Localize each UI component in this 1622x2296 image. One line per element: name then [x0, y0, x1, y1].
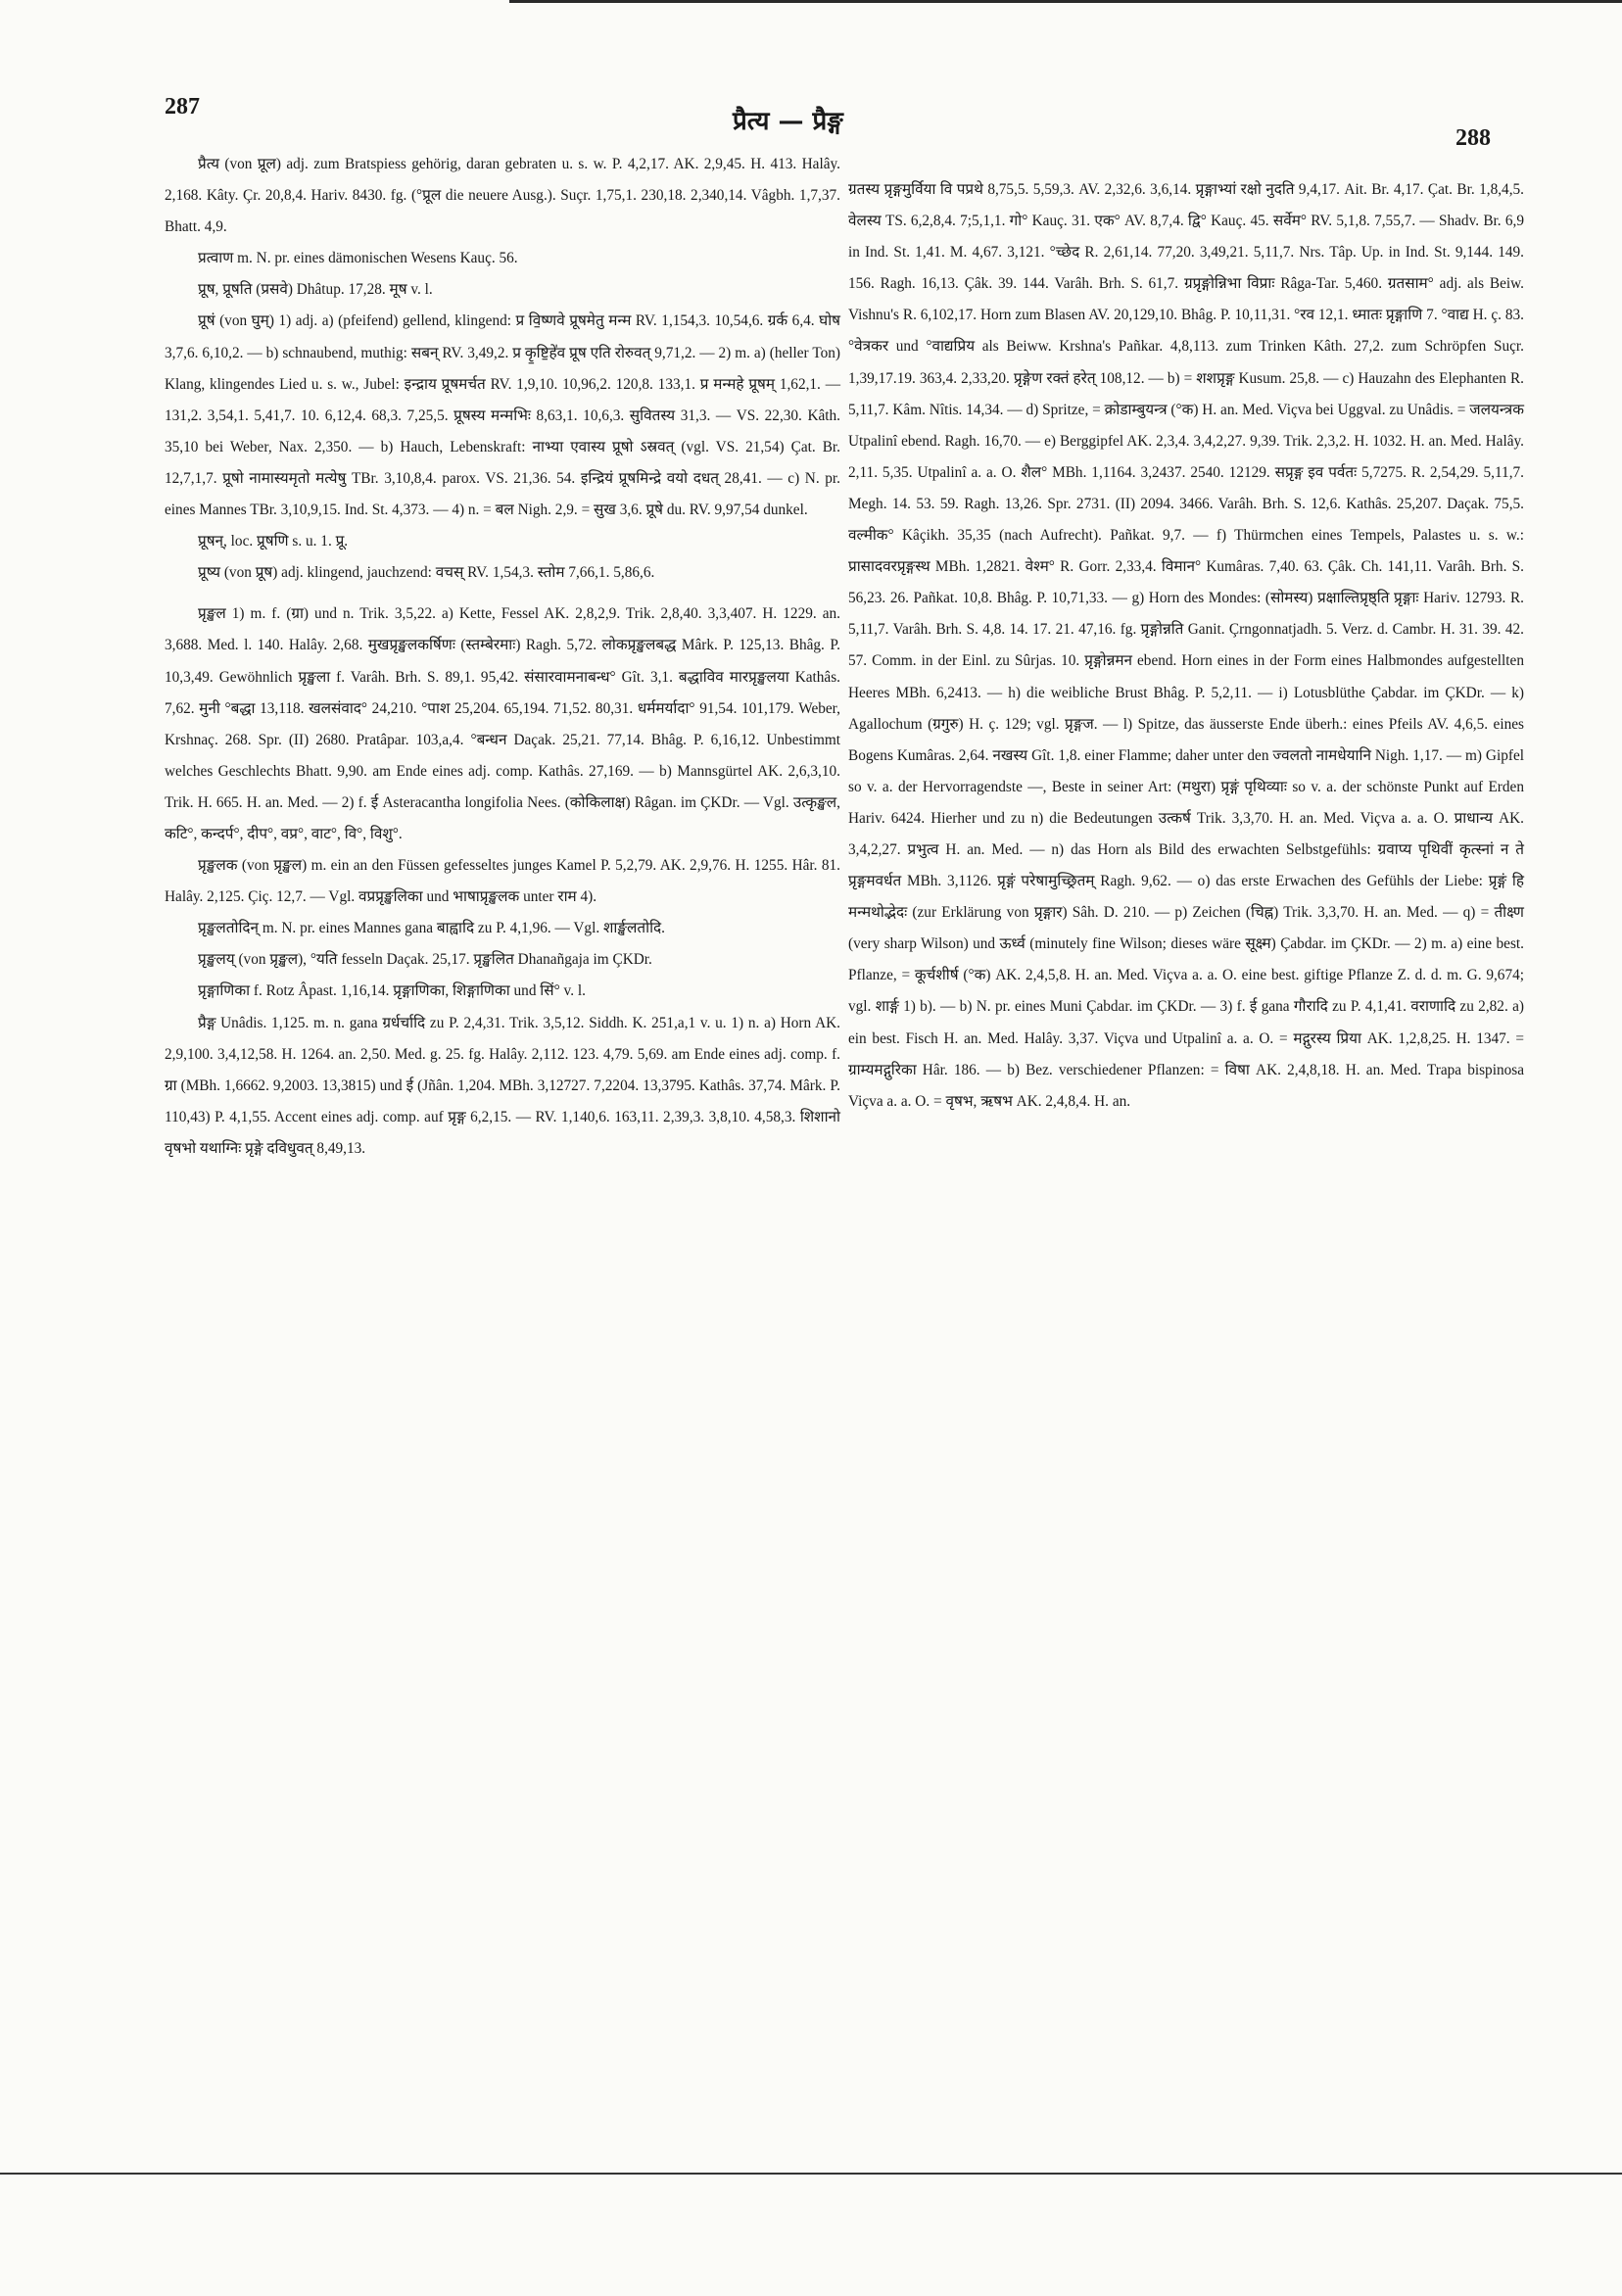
entry-praitya: प्रैत्य (von प्रूल) adj. zum Bratspiess gehörig, daran gebraten u. s. w. P. 4,2,17. AK. 2,9,45. H. 413. Halây. 2,168. Kâty. Çr. 20,8,4. Hariv. 8430. fg. (°प्रूल die neuere Ausg.). Suçr. 1,75,1. 230,18. 2,340,14. Vâgbh. 1,7,37. Bhatt. 4,9.	[165, 156, 840, 236]
top-rule	[509, 0, 1622, 3]
entry-pratvana: प्रत्वाण m. N. pr. eines dämonischen Wesens Kauç. 56.	[198, 250, 518, 267]
running-headword: प्रैत्य — प्रैङ्ग	[733, 107, 843, 136]
left-column	[165, 149, 840, 1165]
entry-shrinkhalaka: प्रृङ्खलक (von प्रृङ्खल) m. ein an den Füssen gefesseltes junges Kamel P. 5,2,79. AK. 2,9,76. H. 1255. Hâr. 81. Halây. 2,125. Çiç. 12,7. — Vgl. वप्रप्रृङ्खलिका und भाषाप्रृङ्खलक unter राम 4).	[165, 857, 840, 906]
entry-shrinkhalatodin: प्रृङ्खलतोदिन् m. N. pr. eines Mannes gana बाह्वादि zu P. 4,1,96. — Vgl. शार्ङ्खलतोदि.	[198, 920, 665, 937]
entry-shrinkhala: प्रृङ्खल 1) m. f. (ग्रा) und n. Trik. 3,5,22. a) Kette, Fessel AK. 2,8,2,9. Trik. 2,8,40. 3,3,407. H. 1229. an. 3,688. Med. l. 140. Halây. 2,68. मुखप्रृङ्खलकर्षिणः (स्तम्बेरमाः) Ragh. 5,72. लोकप्रृङ्खलबद्ध Mârk. P. 125,13. Bhâg. P. 10,3,49. Gewöhnlich प्रृङ्खला f. Varâh. Brh. S. 89,1. 95,42. संसारवामनाबन्ध° Gît. 3,1. बद्धाविव मारप्रृङ्खलया Kathâs. 7,62. मुनी °बद्धा 13,118. खलसंवाद° 24,210. °पाश 25,204. 65,194. 71,52. 80,31. धर्ममर्यादा° 91,54. 101,179. Weber, Krshnaç. 268. Spr. (II) 2680. Pratâpar. 103,a,4. °बन्धन Daçak. 25,21. 77,14. Bhâg. P. 6,16,12. Unbestimmt welches Geschlechts Bhatt. 9,90. am Ende eines adj. comp. Kathâs. 27,169. — b) Mannsgürtel AK. 2,6,3,10. Trik. H. 665. H. an. Med. — 2) f. ई Asteracantha longifolia Nees. (कोकिलाक्ष) Râgan. im ÇKDr. — Vgl. उत्कृङ्खल, कटि°, कन्दर्प°, दीप°, वप्र°, वाट°, वि°, विशु°.	[165, 605, 840, 842]
right-column	[848, 174, 1524, 1118]
entry-prushya: प्रूष्य (von प्रूष) adj. klingend, jauchzend: वचस् RV. 1,54,3. स्तोम 7,66,1. 5,86,6.	[198, 564, 655, 582]
bottom-rule	[0, 2173, 1622, 2175]
page-number-left: 287	[165, 94, 200, 120]
page-number-right: 288	[1455, 125, 1491, 151]
entry-prushan: प्रूषन्, loc. प्रूषणि s. u. 1. प्रू.	[198, 533, 349, 550]
entry-prush: प्रूष, प्रूषति (प्रसवे) Dhâtup. 17,28. मूष v. l.	[198, 281, 433, 299]
entry-shringa-continued: ग्रतस्य प्रृङ्गमुर्विया वि पप्रथे 8,75,5. 5,59,3. AV. 2,32,6. 3,6,14. प्रृङ्गाभ्यां रक्षो नुदति 9,4,17. Ait. Br. 4,17. Çat. Br. 1,8,4,5. वेलस्य TS. 6,2,8,4. 7;5,1,1. गो° Kauç. 31. एक° AV. 8,7,4. द्वि° Kauç. 45. सर्वेम° RV. 5,1,8. 7,55,7. — Shadv. Br. 6,9 in Ind. St. 1,41. M. 4,67. 3,121. °च्छेद R. 2,61,14. 77,20. 3,49,21. 5,11,7. Nrs. Tâp. Up. in Ind. St. 9,144. 149. 156. Ragh. 16,13. Çâk. 39. 144. Varâh. Brh. S. 61,7. ग्रप्रृङ्गोन्निभा विप्राः Râga-Tar. 5,460. ग्रतसाम° adj. als Beiw. Vishnu's R. 6,102,17. Horn zum Blasen AV. 20,129,10. Bhâg. P. 10,11,31. °रव 12,1. ध्मातः प्रृङ्गाणि 7. °वाद्य H. ç. 83. °वेत्रकर und °वाद्यप्रिय als Beiww. Krshna's Pañkar. 4,8,113. zum Trinken Kâth. 27,2. zum Schröpfen Suçr. 1,39,17.19. 363,4. 2,33,20. प्रृङ्गेण रक्तं हरेत् 108,12. — b) = शशप्रृङ्ग Kusum. 25,8. — c) Hauzahn des Elephanten R. 5,11,7. Kâm. Nîtis. 14,34. — d) Spritze, = क्रोडाम्बुयन्त्र (°क) H. an. Med. Viçva bei Uggval. zu Unâdis. = जलयन्त्रक Utpalinî ebend. Ragh. 16,70. — e) Berggipfel AK. 2,3,4. 3,4,2,27. 9,39. Trik. 2,3,2. H. 1032. H. an. Med. Halây. 2,11. 5,35. Utpalinî a. a. O. शैल° MBh. 1,1164. 3,2437. 2540. 12129. सप्रृङ्ग इव पर्वतः 5,7275. R. 2,54,29. 5,11,7. Megh. 14. 53. 59. Ragh. 13,26. Spr. 2731. (II) 2094. 3466. Varâh. Brh. S. 12,6. Kathâs. 25,207. Daçak. 75,5. वल्मीक° Kâçikh. 35,35 (nach Aufrecht). Pañkat. 9,7. — f) Thürmchen eines Tempels, Palastes u. s. w.: प्रासादवरप्रृङ्गस्थ MBh. 1,2821. वेश्म° R. Gorr. 2,33,4. विमान° Kumâras. 7,40. 63. Çâk. Ch. 141,11. Varâh. Brh. S. 56,23. 26. Pañkat. 10,8. Bhâg. P. 10,71,33. — g) Horn des Mondes: (सोमस्य) प्रक्षाल्तिप्रृष्ठ्ति प्रृङ्गाः Hariv. 12793. R. 5,11,7. Varâh. Brh. S. 4,8. 14. 17. 21. 47,16. fg. प्रृङ्गोन्नति Ganit. Çrngonnatjadh. 5. Verz. d. Cambr. H. 31. 39. 42. 57. Comm. in der Einl. zu Sûrjas. 10. प्रृङ्गोन्नमन ebend. Horn eines in der Form eines Halbmondes aufgestellten Heeres MBh. 6,2413. — h) die weibliche Brust Bhâg. P. 5,2,11. — i) Lotusblüthe Çabdar. im ÇKDr. — k) Agallochum (ग्रगुरु) H. ç. 129; vgl. प्रृङ्गज. — l) Spitze, das äusserste Ende überh.: eines Pfeils AV. 4,6,5. eines Bogens Kumâras. 2,64. नखस्य Gît. 1,8. einer Flamme; daher unter den ज्वलतो नामधेयानि Nigh. 1,17. — m) Gipfel so v. a. der Hervorragendste —, Beste in seiner Art: (मथुरा) प्रृङ्गं पृथिव्याः so v. a. der schönste Punkt auf Erden Hariv. 6424. Hierher und zu n) die Bedeutungen उत्कर्ष Trik. 3,3,70. H. an. Med. Viçva a. a. O. प्राधान्य AK. 3,4,2,27. प्रभुत्व H. an. Med. — n) das Horn als Bild des erwachten Selbstgefühls: ग्रवाप्य पृथिवीं कृत्स्नां न ते प्रृङ्गमवर्धत MBh. 3,1126. प्रृङ्गं परेषामुच्छ्रितम् Ragh. 9,62. — o) das erste Erwachen des Gefühls der Liebe: प्रृङ्गं हि मन्मथोद्भेदः (zur Erklärung von प्रृङ्गार) Sâh. D. 210. — p) Zeichen (चिह्न) Trik. 3,3,70. H. an. Med. — q) = तीक्ष्ण (very sharp Wilson) und ऊर्ध्व (minutely fine Wilson; dieses wäre सूक्ष्म) Çabdar. im ÇKDr. — 2) m. a) eine best. Pflanze, = कूर्चशीर्ष (°क) AK. 2,4,5,8. H. an. Med. Viçva a. a. O. eine best. giftige Pflanze Z. d. d. m. G. 9,674; vgl. शार्ङ्ग 1) b). — b) N. pr. eines Muni Çabdar. im ÇKDr. — 3) f. ई gana गौरादि zu P. 4,1,41. वराणादि zu 2,82. a) ein best. Fisch H. an. Med. Halây. 3,37. Viçva und Utpalinî a. a. O. = मद्गुरस्य प्रिया AK. 1,2,8,25. H. 1347. = ग्राम्यमद्गुरिका Hâr. 186. — b) Bez. verschiedener Pflanzen: = विषा AK. 2,4,8,18. H. an. Med. Trapa bispinosa Viçva a. a. O. = वृषभ, ऋषभ AK. 2,4,8,4. H. an.	[848, 181, 1524, 1110]
entry-shringa: प्रैङ्ग Unâdis. 1,125. m. n. gana ग्रर्धर्चादि zu P. 2,4,31. Trik. 3,5,12. Siddh. K. 251,a,1 v. u. 1) n. a) Horn AK. 2,9,100. 3,4,12,58. H. 1264. an. 2,50. Med. g. 25. fg. Halây. 2,112. 123. 4,79. 5,69. am Ende eines adj. comp. f. ग्रा (MBh. 1,6662. 9,2003. 13,3815) und ई (Jñân. 1,204. MBh. 3,12727. 7,2204. 13,3795. Kathâs. 37,74. Mârk. P. 110,43) P. 4,1,55. Accent eines adj. comp. auf प्रृङ्ग 6,2,15. — RV. 1,140,6. 163,11. 2,39,3. 3,8,10. 4,58,3. शिशानो वृषभो यथाग्निः प्रृङ्गे दविधुवत् 8,49,13.	[165, 1014, 840, 1157]
entry-prusha: प्रूषं (von घुम्) 1) adj. a) (pfeifend) gellend, klingend: प्र वि॒ष्णवे प्रूषमेतु मन्म RV. 1,154,3. 10,54,6. ग्रर्क 6,4. घोष 3,7,6. 6,10,2. — b) schnaubend, muthig: सबन् RV. 3,49,2. प्र कृ॒ष्टि॒हे॑व प्रूष एति रोरुवत् 9,71,2. — 2) m. a) (heller Ton) Klang, klingendes Lied u. s. w., Jubel: इन्द्राय प्रूषमर्चत RV. 1,9,10. 10,96,2. 120,8. 133,1. प्र मन्महे प्रूषम् 1,62,1. — 131,2. 3,54,1. 5,41,7. 10. 6,12,4. 68,3. 7,25,5. प्रूषस्य मन्मभिः 8,63,1. 10,6,3. सुवितस्य 31,3. — VS. 22,30. Kâth. 35,10 bei Weber, Nax. 2,350. — b) Hauch, Lebenskraft: नाभ्या एवास्य प्रूषो ऽस्रवत् (vgl. VS. 21,54) Çat. Br. 12,7,1,7. प्रूषो नामास्यमृतो मत्येषु TBr. 3,10,8,4. parox. VS. 21,36. 54. इन्द्रियं प्रूषमिन्द्रे वयो दधत् 28,41. — c) N. pr. eines Mannes TBr. 3,10,9,15. Ind. St. 4,373. — 4) n. = बल Nigh. 2,9. = सुख 3,6. प्रूषे du. RV. 9,97,54 dunkel.	[165, 312, 840, 519]
entry-shringanika: प्रृङ्गाणिका f. Rotz Âpast. 1,16,14. प्रृङ्गाणिका, शिङ्गाणिका und सिं° v. l.	[198, 982, 586, 1000]
entry-shrinkhalay: प्रृङ्खलय् (von प्रृङ्खल), °यति fesseln Daçak. 25,17. प्रृङ्खलित Dhanañgaja im ÇKDr.	[198, 951, 652, 969]
